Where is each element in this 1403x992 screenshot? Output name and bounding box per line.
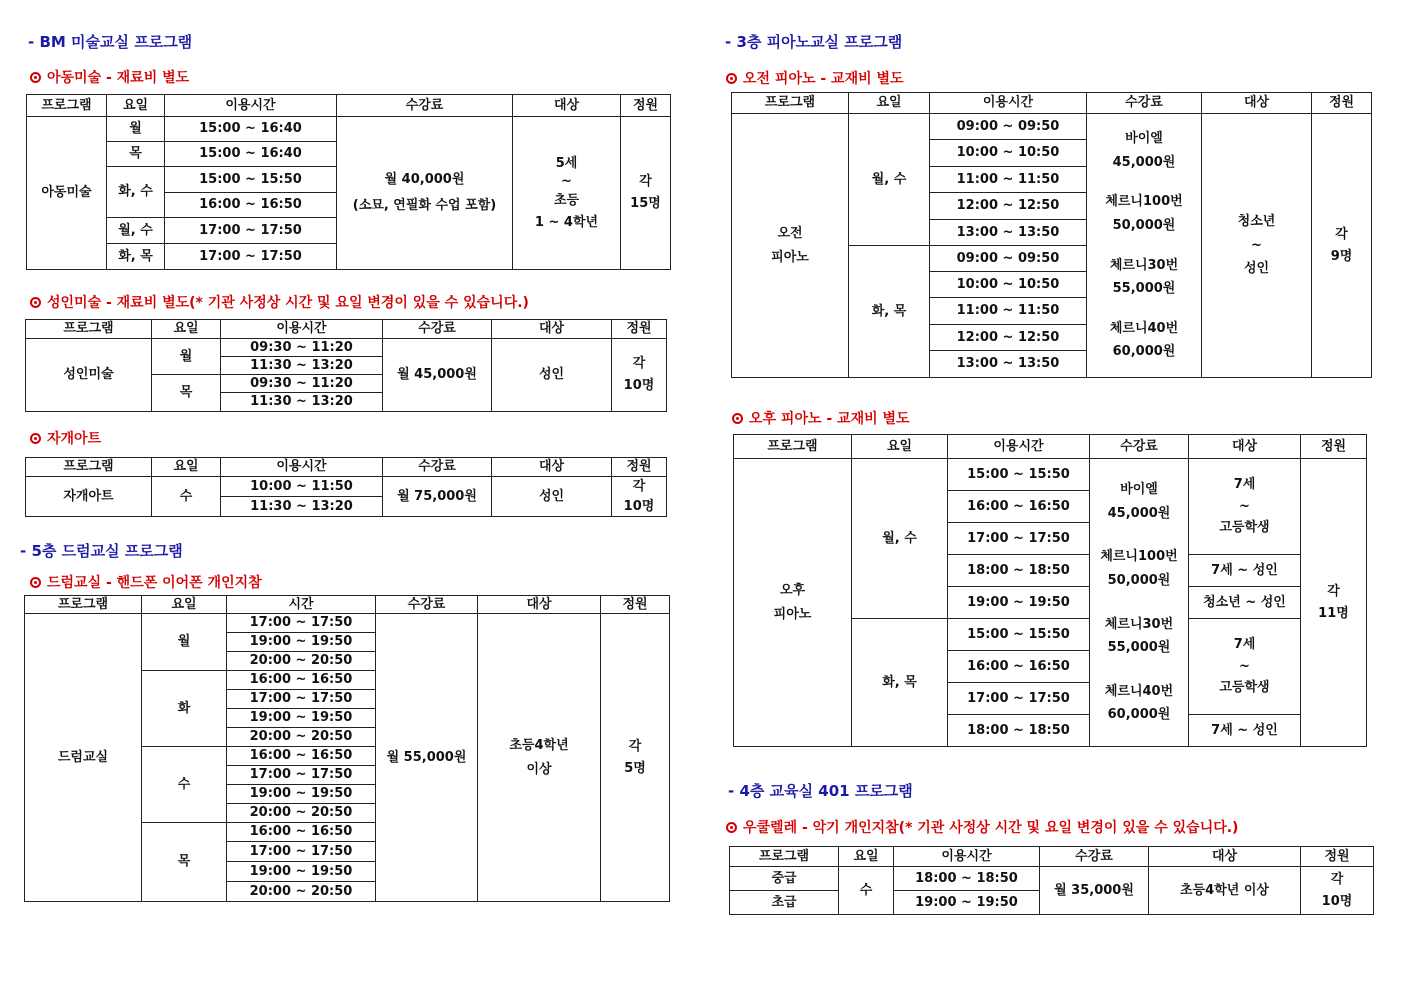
day-cell: 수 <box>152 477 221 517</box>
adult-art-table <box>25 319 667 412</box>
fee-line: 체르니100번 <box>1105 194 1183 210</box>
program-cell: 자개아트 <box>26 477 152 517</box>
target-cell: 성인 <box>492 477 612 517</box>
fee-cell <box>337 117 513 270</box>
time-cell: 18:00 ~ 18:50 <box>948 555 1090 587</box>
time-cell: 17:00 ~ 17:50 <box>227 842 376 862</box>
kids-art-table <box>26 94 671 270</box>
table-row <box>732 114 1372 140</box>
target-line: 청소년 <box>1237 214 1276 230</box>
day-cell: 목 <box>107 142 165 167</box>
drum-table <box>24 595 670 902</box>
program-cell: 초급 <box>730 891 839 915</box>
fee-note: (소묘, 연필화 수업 포함) <box>352 198 497 213</box>
col-header: 이용시간 <box>930 93 1087 114</box>
capacity-line: 각 <box>628 738 642 754</box>
time-cell: 17:00 ~ 17:50 <box>948 523 1090 555</box>
target-cell <box>1189 459 1301 555</box>
ukulele-section-title: - 4층 교육실 401 프로그램 <box>728 782 913 800</box>
col-header: 수강료 <box>383 320 492 339</box>
bullet-icon <box>30 433 41 444</box>
program-cell: 중급 <box>730 867 839 891</box>
am-piano-table <box>731 92 1372 378</box>
drum-section-title: - 5층 드럼교실 프로그램 <box>20 542 183 560</box>
time-cell: 16:00 ~ 16:50 <box>948 491 1090 523</box>
drum-heading <box>30 572 262 592</box>
bullet-icon <box>30 72 41 83</box>
fee-cell: 월 75,000원 <box>383 477 492 517</box>
time-cell: 17:00 ~ 17:50 <box>948 683 1090 715</box>
col-header: 프로그램 <box>734 435 852 459</box>
target-line: ~ <box>561 174 572 190</box>
fee-line: 바이엘 <box>1125 131 1163 147</box>
day-cell: 월, 수 <box>107 218 165 244</box>
col-header: 수강료 <box>1040 847 1149 867</box>
col-header: 정원 <box>612 458 667 477</box>
day-cell: 월 <box>142 614 227 671</box>
time-cell: 15:00 ~ 15:50 <box>165 167 337 193</box>
col-header: 정원 <box>612 320 667 339</box>
time-cell: 17:00 ~ 17:50 <box>227 690 376 709</box>
fee-line: 체르니100번 <box>1100 549 1178 565</box>
program-cell: 아동미술 <box>27 117 107 270</box>
time-cell: 15:00 ~ 16:40 <box>165 142 337 167</box>
program-cell <box>734 459 852 747</box>
fee-line: 50,000원 <box>1107 572 1171 588</box>
time-cell: 19:00 ~ 19:50 <box>227 862 376 882</box>
col-header: 정원 <box>1301 847 1374 867</box>
day-cell: 수 <box>839 867 894 915</box>
col-header: 요일 <box>152 320 221 339</box>
capacity-line: 10명 <box>623 378 655 393</box>
self-art-heading-text: 자개아트 <box>47 431 102 447</box>
col-header: 정원 <box>1301 435 1367 459</box>
am-piano-heading-text: 오전 피아노 - 교재비 별도 <box>743 71 904 87</box>
fee-line: 60,000원 <box>1107 707 1171 723</box>
target-line: 초등 <box>553 193 580 208</box>
col-header: 이용시간 <box>948 435 1090 459</box>
time-cell: 17:00 ~ 17:50 <box>227 614 376 633</box>
capacity-line: 각 <box>639 174 652 190</box>
table-row <box>730 867 1374 891</box>
table-row <box>27 117 671 142</box>
target-line: 고등학생 <box>1219 520 1270 536</box>
target-line: 이상 <box>526 761 552 777</box>
table-row <box>26 477 667 497</box>
time-cell: 16:00 ~ 16:50 <box>165 193 337 218</box>
time-cell: 11:30 ~ 13:20 <box>221 497 383 517</box>
bullet-icon <box>732 413 743 424</box>
fee-line: 50,000원 <box>1112 217 1176 233</box>
time-cell: 09:00 ~ 09:50 <box>930 246 1087 272</box>
fee-line: 바이엘 <box>1120 482 1158 498</box>
col-header: 대상 <box>1149 847 1301 867</box>
time-cell: 10:00 ~ 10:50 <box>930 272 1087 298</box>
fee-line: 체르니30번 <box>1109 257 1179 273</box>
fee-line: 45,000원 <box>1107 505 1171 521</box>
target-cell: 7세 ~ 성인 <box>1189 715 1301 747</box>
capacity-cell <box>1301 459 1367 747</box>
day-cell: 화, 목 <box>849 246 930 378</box>
fee-line: 체르니40번 <box>1109 320 1179 336</box>
col-header: 대상 <box>492 320 612 339</box>
col-header: 정원 <box>1312 93 1372 114</box>
target-cell: 청소년 ~ 성인 <box>1189 587 1301 619</box>
col-header: 요일 <box>852 435 948 459</box>
bullet-icon <box>726 822 737 833</box>
col-header: 수강료 <box>1087 93 1202 114</box>
table-row <box>25 614 670 633</box>
target-cell: 초등4학년 이상 <box>1149 867 1301 915</box>
day-cell: 목 <box>142 823 227 902</box>
target-line: 성인 <box>1243 261 1270 277</box>
time-cell: 15:00 ~ 15:50 <box>948 459 1090 491</box>
col-header: 대상 <box>492 458 612 477</box>
time-cell: 19:00 ~ 19:50 <box>948 587 1090 619</box>
program-line: 피아노 <box>773 606 812 622</box>
col-header: 요일 <box>142 596 227 614</box>
col-header: 프로그램 <box>27 95 107 117</box>
adult-art-heading-text: 성인미술 - 재료비 별도(* 기관 사정상 시간 및 요일 변경이 있을 수 있습니다.) <box>47 295 529 311</box>
fee-cell: 월 45,000원 <box>383 339 492 412</box>
time-cell: 09:00 ~ 09:50 <box>930 114 1087 140</box>
time-cell: 13:00 ~ 13:50 <box>930 220 1087 246</box>
col-header: 요일 <box>152 458 221 477</box>
fee-line: 체르니40번 <box>1104 683 1174 699</box>
time-cell: 13:00 ~ 13:50 <box>930 351 1087 378</box>
time-cell: 11:00 ~ 11:50 <box>930 298 1087 325</box>
ukulele-heading-text: 우쿨렐레 - 악기 개인지참(* 기관 사정상 시간 및 요일 변경이 있을 수 있습니다.) <box>743 820 1239 836</box>
fee-cell <box>1087 114 1202 378</box>
col-header: 대상 <box>1189 435 1301 459</box>
target-cell: 성인 <box>492 339 612 412</box>
time-cell: 15:00 ~ 16:40 <box>165 117 337 142</box>
fee-cell <box>1090 459 1189 747</box>
col-header: 대상 <box>513 95 621 117</box>
time-cell: 17:00 ~ 17:50 <box>165 244 337 270</box>
time-cell: 18:00 ~ 18:50 <box>948 715 1090 747</box>
col-header: 요일 <box>839 847 894 867</box>
col-header: 이용시간 <box>894 847 1040 867</box>
capacity-cell <box>601 614 670 902</box>
target-cell <box>1202 114 1312 378</box>
time-cell: 16:00 ~ 16:50 <box>227 747 376 766</box>
capacity-line: 각 <box>1335 226 1348 242</box>
capacity-line: 15명 <box>630 196 661 211</box>
fee-line: 60,000원 <box>1112 344 1176 360</box>
col-header: 프로그램 <box>730 847 839 867</box>
time-cell: 10:00 ~ 11:50 <box>221 477 383 497</box>
col-header: 프로그램 <box>26 458 152 477</box>
col-header: 수강료 <box>337 95 513 117</box>
program-cell: 성인미술 <box>26 339 152 412</box>
col-header: 시간 <box>227 596 376 614</box>
time-cell: 19:00 ~ 19:50 <box>227 785 376 804</box>
col-header: 이용시간 <box>221 320 383 339</box>
bullet-icon <box>726 73 737 84</box>
time-cell: 12:00 ~ 12:50 <box>930 193 1087 220</box>
target-line: ~ <box>1251 237 1262 253</box>
program-cell <box>732 114 849 378</box>
time-cell: 09:30 ~ 11:20 <box>221 339 383 357</box>
adult-art-heading <box>30 292 529 312</box>
program-cell: 드럼교실 <box>25 614 142 902</box>
program-line: 오후 <box>779 582 806 598</box>
col-header: 대상 <box>1202 93 1312 114</box>
program-line: 피아노 <box>771 249 809 265</box>
target-line: 초등4학년 <box>509 737 569 753</box>
ukulele-heading <box>726 817 1238 837</box>
target-line: ~ <box>1239 658 1250 674</box>
target-cell <box>513 117 621 270</box>
kids-art-heading <box>30 67 189 87</box>
col-header: 요일 <box>849 93 930 114</box>
fee-cell: 월 55,000원 <box>376 614 478 902</box>
table-header-row <box>25 596 670 614</box>
pm-piano-table <box>733 434 1367 747</box>
kids-art-heading-text: 아동미술 - 재료비 별도 <box>47 70 190 86</box>
bullet-icon <box>30 577 41 588</box>
time-cell: 20:00 ~ 20:50 <box>227 804 376 823</box>
target-line: 고등학생 <box>1219 680 1270 696</box>
drum-heading-text: 드럼교실 - 핸드폰 이어폰 개인지참 <box>47 575 262 591</box>
self-art-heading <box>30 428 101 448</box>
day-cell: 월, 수 <box>852 459 948 619</box>
time-cell: 17:00 ~ 17:50 <box>165 218 337 244</box>
col-header: 프로그램 <box>732 93 849 114</box>
col-header: 수강료 <box>1090 435 1189 459</box>
day-cell: 화, 목 <box>852 619 948 747</box>
capacity-cell <box>1312 114 1372 378</box>
art-section-title: - BM 미술교실 프로그램 <box>28 33 193 51</box>
time-cell: 19:00 ~ 19:50 <box>227 709 376 728</box>
table-header-row <box>730 847 1374 867</box>
time-cell: 12:00 ~ 12:50 <box>930 325 1087 351</box>
pm-piano-heading-text: 오후 피아노 - 교재비 별도 <box>749 411 910 427</box>
fee-line: 체르니30번 <box>1104 616 1174 632</box>
fee-line: 55,000원 <box>1107 640 1171 656</box>
fee-text: 월 40,000원 <box>384 172 465 188</box>
fee-line: 55,000원 <box>1112 281 1176 297</box>
piano-section-title: - 3층 피아노교실 프로그램 <box>725 33 903 51</box>
time-cell: 20:00 ~ 20:50 <box>227 882 376 902</box>
time-cell: 19:00 ~ 19:50 <box>227 633 376 652</box>
capacity-cell <box>612 477 667 517</box>
capacity-cell <box>621 117 671 270</box>
time-cell: 20:00 ~ 20:50 <box>227 728 376 747</box>
capacity-line: 10명 <box>1321 893 1353 909</box>
day-cell: 월, 수 <box>849 114 930 246</box>
capacity-line: 각 <box>632 478 646 494</box>
fee-line: 45,000원 <box>1112 154 1176 170</box>
time-cell: 11:00 ~ 11:50 <box>930 167 1087 193</box>
day-cell: 수 <box>142 747 227 823</box>
day-cell: 화, 목 <box>107 244 165 270</box>
col-header: 프로그램 <box>26 320 152 339</box>
self-art-table <box>25 457 667 517</box>
capacity-line: 9명 <box>1330 248 1353 264</box>
col-header: 정원 <box>621 95 671 117</box>
capacity-line: 각 <box>1327 583 1340 599</box>
target-cell <box>1189 619 1301 715</box>
target-line: 7세 <box>1233 637 1256 653</box>
time-cell: 17:00 ~ 17:50 <box>227 766 376 785</box>
capacity-line: 각 <box>632 356 646 372</box>
time-cell: 18:00 ~ 18:50 <box>894 867 1040 891</box>
target-line: 5세 <box>555 155 578 171</box>
day-cell: 목 <box>152 375 221 412</box>
col-header: 수강료 <box>376 596 478 614</box>
col-header: 프로그램 <box>25 596 142 614</box>
time-cell: 16:00 ~ 16:50 <box>948 651 1090 683</box>
bullet-icon <box>30 297 41 308</box>
capacity-line: 10명 <box>623 498 655 514</box>
time-cell: 16:00 ~ 16:50 <box>227 671 376 690</box>
col-header: 대상 <box>478 596 601 614</box>
time-cell: 15:00 ~ 15:50 <box>948 619 1090 651</box>
col-header: 정원 <box>601 596 670 614</box>
day-cell: 화 <box>142 671 227 747</box>
table-row <box>26 339 667 357</box>
table-header-row <box>734 435 1367 459</box>
target-line: 7세 <box>1233 477 1256 493</box>
day-cell: 월 <box>152 339 221 375</box>
capacity-cell <box>612 339 667 412</box>
capacity-cell <box>1301 867 1374 915</box>
col-header: 수강료 <box>383 458 492 477</box>
time-cell: 16:00 ~ 16:50 <box>227 823 376 842</box>
capacity-line: 5명 <box>624 760 646 776</box>
table-row <box>734 459 1367 491</box>
ukulele-table <box>729 846 1374 915</box>
time-cell: 11:30 ~ 13:20 <box>221 393 383 412</box>
day-cell: 월 <box>107 117 165 142</box>
table-header-row <box>27 95 671 117</box>
time-cell: 09:30 ~ 11:20 <box>221 375 383 393</box>
program-line: 오전 <box>777 225 803 241</box>
table-header-row <box>732 93 1372 114</box>
time-cell: 11:30 ~ 13:20 <box>221 357 383 375</box>
target-cell <box>478 614 601 902</box>
col-header: 이용시간 <box>165 95 337 117</box>
table-header-row <box>26 458 667 477</box>
pm-piano-heading <box>732 408 910 428</box>
time-cell: 19:00 ~ 19:50 <box>894 891 1040 915</box>
target-cell: 7세 ~ 성인 <box>1189 555 1301 587</box>
col-header: 이용시간 <box>221 458 383 477</box>
col-header: 요일 <box>107 95 165 117</box>
am-piano-heading <box>726 68 904 88</box>
target-line: 1 ~ 4학년 <box>534 214 599 230</box>
target-line: ~ <box>1239 498 1250 514</box>
capacity-line: 각 <box>1330 871 1344 887</box>
time-cell: 20:00 ~ 20:50 <box>227 652 376 671</box>
fee-cell: 월 35,000원 <box>1040 867 1149 915</box>
time-cell: 10:00 ~ 10:50 <box>930 140 1087 167</box>
day-cell: 화, 수 <box>107 167 165 218</box>
capacity-line: 11명 <box>1318 605 1349 621</box>
table-header-row <box>26 320 667 339</box>
